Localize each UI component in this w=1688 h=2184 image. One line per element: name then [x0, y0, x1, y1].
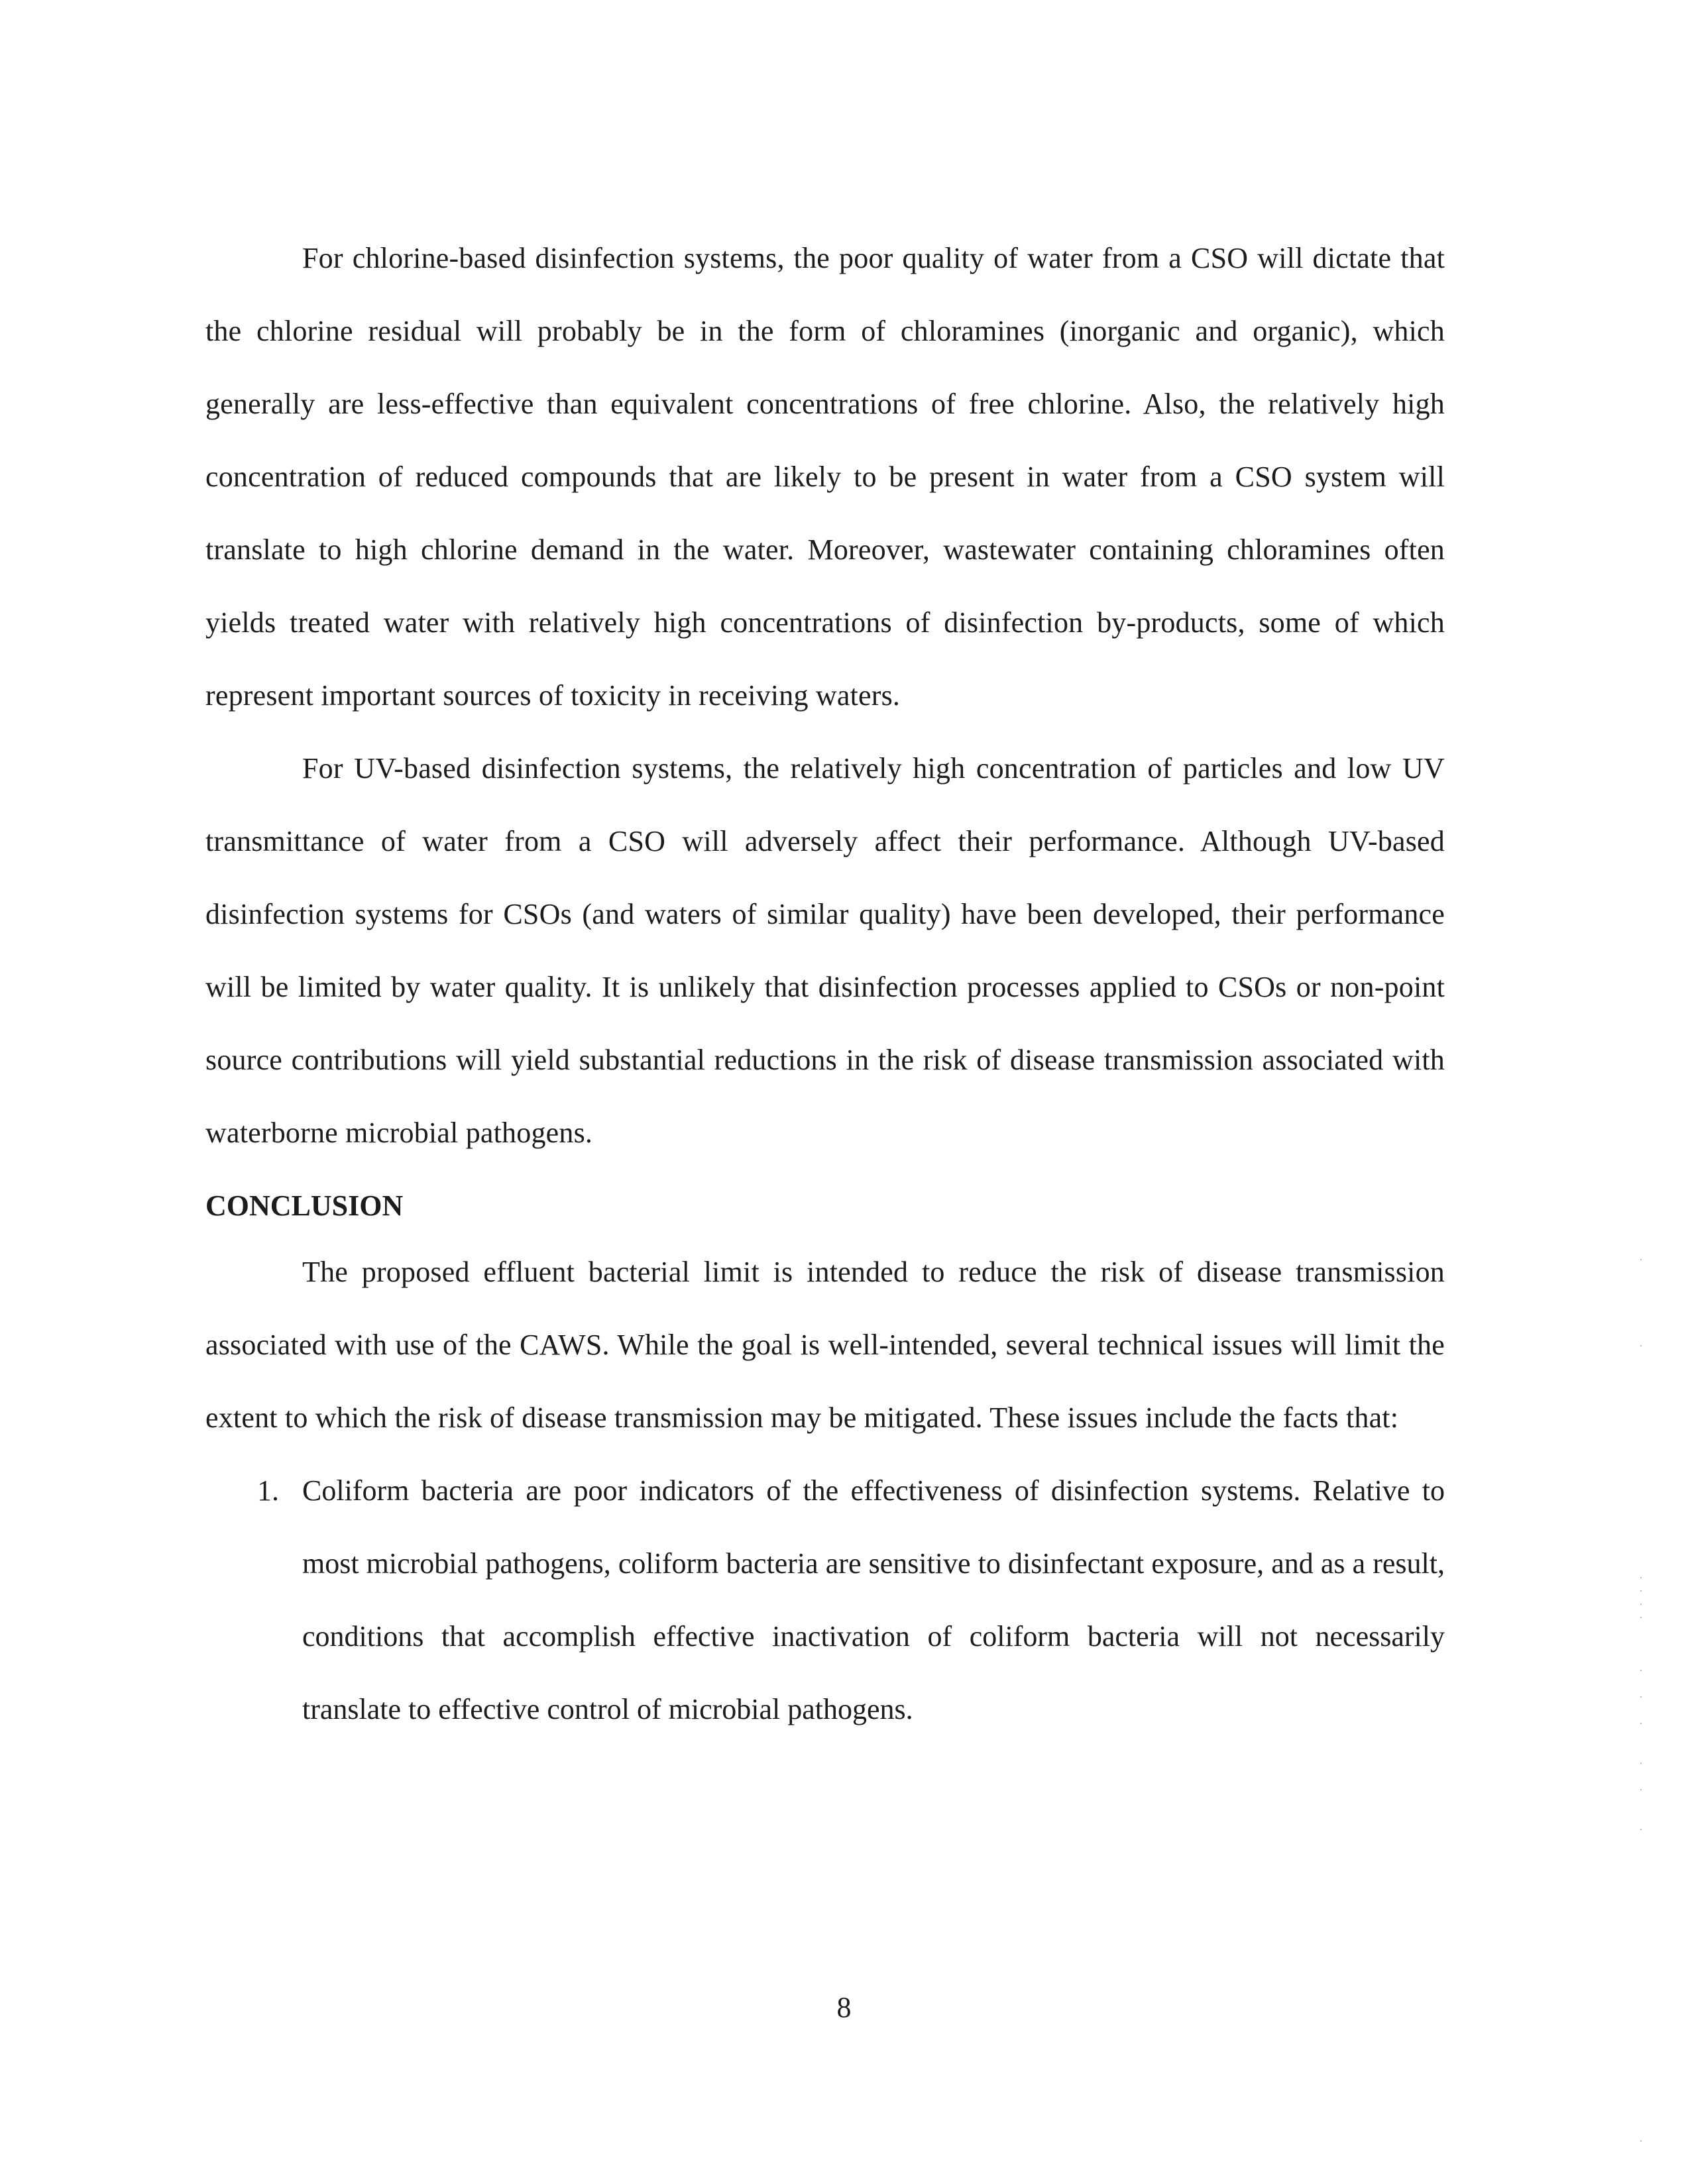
scan-artifact [1640, 1345, 1642, 1346]
paragraph-conclusion: The proposed effluent bacterial limit is intended to reduce the risk of disease transmission associated with use of the CAWS. While the goal is well-intended, several technical issues will limit the extent to which the risk of disease transmission may be mitigated. These issues include the facts that: [205, 1256, 1445, 1434]
scan-artifact [1640, 1259, 1642, 1260]
scan-artifact [1640, 1789, 1642, 1790]
scan-artifact [1640, 2140, 1642, 2142]
scan-artifact [1640, 1723, 1642, 1724]
list-item-text: Coliform bacteria are poor indicators of the effectiveness of disinfection systems. Relative to most microbial pathogens, coliform bacteria are sensitive to disinfectant exposure, and as a result, conditions that accomplish effective inactivation of coliform bacteria will not necessarily translate to effective control of microbial pathogens. [302, 1474, 1445, 1725]
scan-artifact [1640, 1590, 1642, 1592]
scan-artifact [1640, 1670, 1642, 1671]
scan-artifact [1640, 1604, 1642, 1605]
list-item [205, 1454, 1445, 1746]
page-number: 8 [836, 1991, 852, 2024]
paragraph-uv-disinfection: For UV-based disinfection systems, the relatively high concentration of particles and low UV transmittance of water from a CSO will adversely affect their performance. Although UV-based disinfection systems for CSOs (and waters of similar quality) have been developed, their performance will be limited by water quality. It is unlikely that disinfection processes applied to CSOs or non-point source contributions will yield substantial reductions in the risk of disease transmission associated with waterborne microbial pathogens. [205, 752, 1445, 1149]
scan-artifact [1640, 1763, 1642, 1764]
scan-artifact [1640, 1577, 1642, 1578]
scan-artifact [1640, 1829, 1642, 1830]
document-body [205, 222, 1445, 1746]
scan-artifact [1640, 1696, 1642, 1698]
list-item-number: 1. [257, 1474, 279, 1507]
section-heading-conclusion: CONCLUSION [205, 1189, 404, 1222]
scan-artifact [1640, 1617, 1642, 1618]
paragraph-chlorine-disinfection: For chlorine-based disinfection systems, the poor quality of water from a CSO will dictate that the chlorine residual will probably be in the form of chloramines (inorganic and organic), which generally are less-effective than equivalent concentrations of free chlorine. Also, the relatively high concentration of reduced compounds that are likely to be present in water from a CSO system will translate to high chlorine demand in the water. Moreover, wastewater containing chloramines often yields treated water with relatively high concentrations of disinfection by-products, some of which represent important sources of toxicity in receiving waters. [205, 242, 1445, 712]
